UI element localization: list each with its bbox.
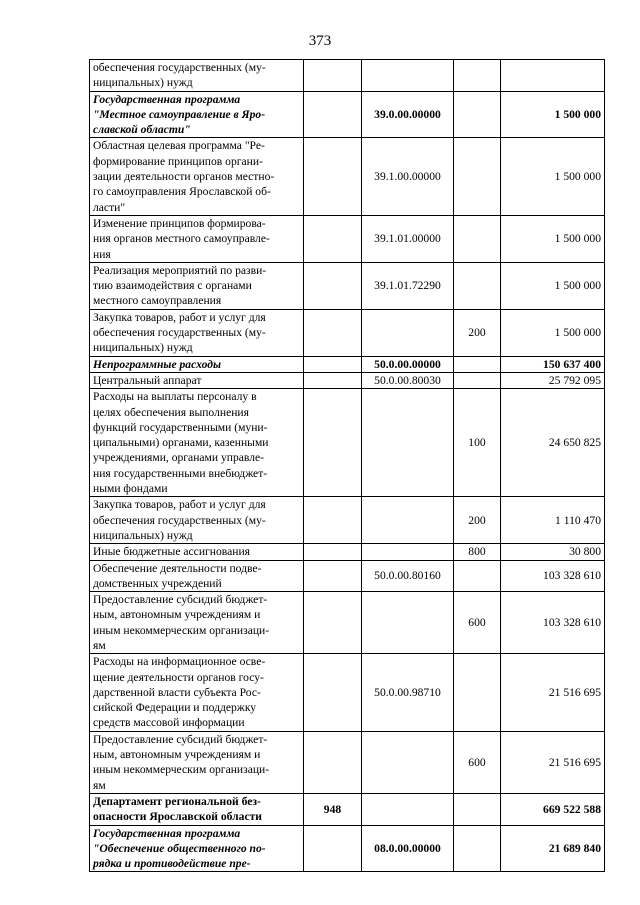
description-line: Закупка товаров, работ и услуг для (93, 498, 266, 512)
department-code (304, 309, 362, 356)
description-line: Предоставление субсидий бюджет- (93, 593, 268, 607)
expense-type-code (454, 372, 501, 388)
description-line: Расходы на выплаты персоналу в (93, 390, 257, 404)
expense-type-code (454, 654, 501, 731)
amount: 21 516 695 (501, 654, 605, 731)
description-line: Областная целевая программа "Ре- (93, 139, 265, 153)
department-code (304, 544, 362, 560)
department-code (304, 654, 362, 731)
amount: 1 500 000 (501, 91, 605, 138)
description-line: Непрограммные расходы (93, 357, 222, 371)
description-line: Реализация мероприятий по разви- (93, 263, 267, 277)
amount: 21 516 695 (501, 731, 605, 793)
department-code (304, 138, 362, 215)
target-article-code (362, 731, 454, 793)
target-article-code (362, 389, 454, 497)
expense-type-code: 800 (454, 544, 501, 560)
row-description (90, 262, 304, 309)
description-line: сийской Федерации и поддержку (93, 701, 257, 715)
description-line: Закупка товаров, работ и услуг для (93, 310, 266, 324)
row-description (90, 60, 304, 92)
expense-type-code (454, 356, 501, 372)
amount: 1 500 000 (501, 262, 605, 309)
description-line: обеспечения государственных (му- (93, 61, 266, 74)
description-line: щение деятельности органов госу- (93, 670, 264, 684)
table-row (90, 592, 605, 654)
amount: 30 800 (501, 544, 605, 560)
target-article-code: 50.0.00.80030 (362, 372, 454, 388)
target-article-code (362, 544, 454, 560)
department-code (304, 215, 362, 262)
department-code (304, 60, 362, 92)
table-row (90, 731, 605, 793)
row-description (90, 592, 304, 654)
target-article-code: 50.0.00.98710 (362, 654, 454, 731)
amount: 1 110 470 (501, 497, 605, 544)
budget-table-body (90, 60, 605, 872)
description-line: ния государственными внебюджет- (93, 466, 268, 480)
target-article-code (362, 592, 454, 654)
row-description (90, 389, 304, 497)
description-line: Изменение принципов формирова- (93, 216, 266, 230)
description-line: "Обеспечение общественного по- (93, 841, 266, 855)
department-code (304, 262, 362, 309)
row-description (90, 372, 304, 388)
row-description (90, 215, 304, 262)
description-line: ными фондами (93, 482, 168, 496)
table-row (90, 793, 605, 825)
table-row (90, 372, 605, 388)
description-line: ниципальных) нужд (93, 341, 193, 355)
amount: 1 500 000 (501, 309, 605, 356)
target-article-code (362, 309, 454, 356)
amount: 669 522 588 (501, 793, 605, 825)
department-code (304, 731, 362, 793)
amount: 1 500 000 (501, 215, 605, 262)
department-code: 948 (304, 793, 362, 825)
table-row (90, 389, 605, 497)
row-description (90, 544, 304, 560)
table-row (90, 215, 605, 262)
table-row (90, 60, 605, 92)
description-line: домственных учреждений (93, 576, 222, 590)
row-description (90, 138, 304, 215)
description-line: ниципальных) нужд (93, 528, 193, 542)
table-row (90, 544, 605, 560)
row-description (90, 560, 304, 592)
description-line: учреждениями, органами управле- (93, 451, 265, 465)
table-row (90, 560, 605, 592)
department-code (304, 372, 362, 388)
row-description (90, 793, 304, 825)
target-article-code (362, 60, 454, 92)
target-article-code: 39.0.00.00000 (362, 91, 454, 138)
table-row (90, 309, 605, 356)
description-line: зации деятельности органов местно- (93, 170, 275, 184)
amount: 1 500 000 (501, 138, 605, 215)
amount: 103 328 610 (501, 560, 605, 592)
description-line: Предоставление субсидий бюджет- (93, 732, 268, 746)
budget-table (89, 59, 605, 872)
department-code (304, 560, 362, 592)
description-line: функций государственными (муни- (93, 420, 268, 434)
target-article-code: 39.1.00.00000 (362, 138, 454, 215)
expense-type-code (454, 560, 501, 592)
expense-type-code (454, 825, 501, 872)
expense-type-code (454, 60, 501, 92)
description-line: ям (93, 638, 106, 652)
row-description (90, 356, 304, 372)
description-line: тию взаимодействия с органами (93, 279, 252, 293)
expense-type-code (454, 262, 501, 309)
table-row (90, 356, 605, 372)
description-line: рядка и противодействие пре- (93, 857, 251, 871)
description-line: ным, автономным учреждениям и (93, 608, 261, 622)
amount: 103 328 610 (501, 592, 605, 654)
expense-type-code (454, 91, 501, 138)
page-number: 373 (308, 33, 332, 49)
description-line: Расходы на информационное осве- (93, 655, 266, 669)
description-line: Центральный аппарат (93, 373, 202, 387)
expense-type-code (454, 215, 501, 262)
expense-type-code (454, 138, 501, 215)
target-article-code: 08.0.00.00000 (362, 825, 454, 872)
target-article-code: 50.0.00.80160 (362, 560, 454, 592)
expense-type-code: 100 (454, 389, 501, 497)
description-line: иным некоммерческим организаци- (93, 623, 270, 637)
amount: 21 689 840 (501, 825, 605, 872)
table-row (90, 497, 605, 544)
description-line: иным некоммерческим организаци- (93, 763, 270, 777)
description-line: ям (93, 778, 106, 792)
description-line: средств массовой информации (93, 716, 245, 730)
expense-type-code (454, 793, 501, 825)
description-line: славской области" (93, 123, 191, 137)
description-line: ния (93, 247, 111, 261)
description-line: формирование принципов органи- (93, 154, 263, 168)
description-line: Государственная программа (93, 92, 241, 106)
target-article-code: 39.1.01.72290 (362, 262, 454, 309)
amount (501, 60, 605, 92)
description-line: ниципальных) нужд (93, 76, 193, 90)
description-line: го самоуправления Ярославской об- (93, 185, 271, 199)
description-line: местного самоуправления (93, 294, 222, 308)
table-row (90, 138, 605, 215)
row-description (90, 731, 304, 793)
description-line: целях обеспечения выполнения (93, 405, 249, 419)
expense-type-code: 200 (454, 497, 501, 544)
amount: 25 792 095 (501, 372, 605, 388)
description-line: Государственная программа (93, 826, 241, 840)
department-code (304, 497, 362, 544)
row-description (90, 654, 304, 731)
department-code (304, 91, 362, 138)
description-line: опасности Ярославской области (93, 810, 262, 824)
table-row (90, 654, 605, 731)
table-row (90, 91, 605, 138)
department-code (304, 592, 362, 654)
target-article-code: 39.1.01.00000 (362, 215, 454, 262)
description-line: дарственной власти субъекта Рос- (93, 685, 261, 699)
description-line: Обеспечение деятельности подве- (93, 561, 262, 575)
amount: 150 637 400 (501, 356, 605, 372)
table-row (90, 825, 605, 872)
description-line: ципальными) органами, казенными (93, 436, 269, 450)
description-line: ласти" (93, 200, 126, 214)
row-description (90, 825, 304, 872)
description-line: Департамент региональной без- (93, 794, 261, 808)
department-code (304, 356, 362, 372)
expense-type-code: 200 (454, 309, 501, 356)
row-description (90, 309, 304, 356)
description-line: "Местное самоуправление в Яро- (93, 107, 266, 121)
description-line: Иные бюджетные ассигнования (93, 545, 250, 559)
table-row (90, 262, 605, 309)
expense-type-code: 600 (454, 592, 501, 654)
amount: 24 650 825 (501, 389, 605, 497)
target-article-code (362, 793, 454, 825)
target-article-code: 50.0.00.00000 (362, 356, 454, 372)
target-article-code (362, 497, 454, 544)
description-line: обеспечения государственных (му- (93, 513, 266, 527)
row-description (90, 91, 304, 138)
description-line: ным, автономным учреждениям и (93, 748, 261, 762)
description-line: обеспечения государственных (му- (93, 326, 266, 340)
department-code (304, 825, 362, 872)
expense-type-code: 600 (454, 731, 501, 793)
department-code (304, 389, 362, 497)
description-line: ния органов местного самоуправле- (93, 232, 270, 246)
row-description (90, 497, 304, 544)
